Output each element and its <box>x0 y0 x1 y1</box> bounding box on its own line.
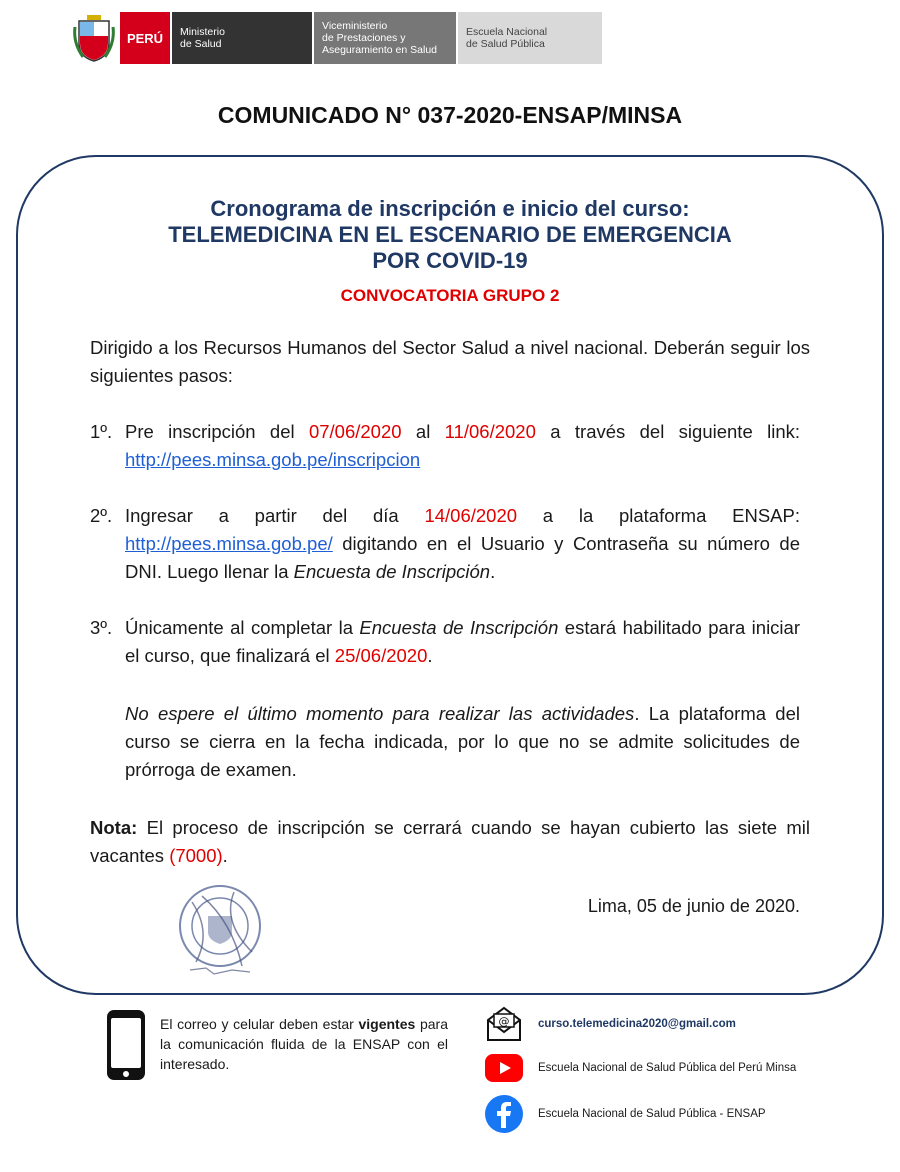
warning-italic: No espere el último momento para realizar las actividades <box>125 703 635 724</box>
step-3-text-c: . <box>427 645 433 666</box>
contact-facebook <box>484 1094 766 1134</box>
youtube-channel-name[interactable]: Escuela Nacional de Salud Pública del Perú Minsa <box>538 1062 797 1074</box>
email-icon <box>484 1004 524 1044</box>
ministerio-label <box>172 12 312 64</box>
facebook-page-name[interactable]: Escuela Nacional de Salud Pública - ENSAP <box>538 1108 766 1120</box>
page-title: COMUNICADO N° 037-2020-ENSAP/MINSA <box>217 102 683 128</box>
course-title <box>60 196 840 274</box>
official-seal <box>172 882 272 982</box>
course-title-line2: TELEMEDICINA EN EL ESCENARIO DE EMERGENCIA <box>168 222 732 247</box>
step-1-end-date: 11/06/2020 <box>444 421 536 442</box>
date-place: Lima, 05 de junio de 2020. <box>587 896 800 916</box>
step-2-number: 2º. <box>90 505 113 526</box>
course-title-line3: POR COVID-19 <box>372 248 528 273</box>
cell-text-a: El correo y celular deben estar <box>160 1016 359 1032</box>
step-3 <box>90 614 800 670</box>
step-1 <box>90 418 800 474</box>
step-1-number: 1º. <box>90 421 113 442</box>
step-2-date: 14/06/2020 <box>424 505 518 526</box>
course-title-line1: Cronograma de inscripción e inicio del curso: <box>210 196 690 221</box>
note-label: Nota: <box>90 817 138 838</box>
svg-text:@: @ <box>498 1015 510 1028</box>
step-2 <box>90 502 800 586</box>
peru-shield-icon <box>72 12 116 64</box>
warning-rest: . La plataforma del curso se cierra en la fecha indicada, por lo que no se admite solicitudes de prórroga de examen. <box>125 703 800 780</box>
cell-info-text <box>160 1014 448 1074</box>
step-2-text-d: . <box>490 561 496 582</box>
viceministerio-line3: Aseguramiento en Salud <box>322 44 437 56</box>
ministerio-line1: Ministerio <box>180 26 225 38</box>
step-2-text-a: Ingresar a partir del día <box>125 505 425 526</box>
step-2-survey-name: Encuesta de Inscripción <box>293 561 491 582</box>
step-2-text <box>125 502 800 586</box>
warning-block <box>90 700 800 784</box>
cell-text-b: para la comunicación fluida de la ENSAP con el interesado. <box>160 1016 448 1072</box>
facebook-icon[interactable] <box>484 1094 524 1134</box>
youtube-icon[interactable] <box>484 1048 524 1088</box>
step-3-text <box>125 614 800 670</box>
step-3-text-a: Únicamente al completar la <box>125 617 360 638</box>
email-link[interactable]: curso.telemedicina2020@gmail.com <box>538 1018 736 1030</box>
viceministerio-line2: de Prestaciones y <box>322 32 406 44</box>
viceministerio-line1: Viceministerio <box>322 20 388 32</box>
escuela-label <box>458 12 602 64</box>
step-2-text-b: a la plataforma ENSAP: <box>517 505 800 526</box>
contact-youtube <box>484 1048 796 1088</box>
step-3-survey-name: Encuesta de Inscripción <box>359 617 559 638</box>
cell-text-bold: vigentes <box>358 1016 416 1032</box>
vacancies-number: (7000) <box>169 845 223 866</box>
step-3-number: 3º. <box>90 617 113 638</box>
government-header <box>72 12 602 64</box>
note-end: . <box>222 845 228 866</box>
contact-email <box>484 1004 736 1044</box>
phone-icon <box>105 1008 147 1082</box>
note-text: El proceso de inscripción se cerrará cuando se hayan cubierto las siete mil vacantes <box>90 817 810 866</box>
convocatoria-label: CONVOCATORIA GRUPO 2 <box>340 286 560 305</box>
step-3-end-date: 25/06/2020 <box>334 645 428 666</box>
step-1-text <box>125 418 800 474</box>
step-3-text-b: estará habilitado para iniciar el curso, que finalizará el <box>125 617 800 666</box>
step-1-start-date: 07/06/2020 <box>308 421 402 442</box>
warning-text <box>125 700 800 784</box>
escuela-line2: de Salud Pública <box>466 38 545 50</box>
escuela-line1: Escuela Nacional <box>466 26 548 38</box>
ministerio-line2: de Salud <box>180 38 222 50</box>
platform-link[interactable]: http://pees.minsa.gob.pe/ <box>125 533 333 554</box>
step-1-text-a: Pre inscripción del <box>125 421 309 442</box>
inscription-link[interactable]: http://pees.minsa.gob.pe/inscripcion <box>125 449 421 470</box>
intro-paragraph: Dirigido a los Recursos Humanos del Sector Salud a nivel nacional. Deberán seguir los siguientes pasos: <box>90 337 810 386</box>
step-1-text-b: al <box>401 421 445 442</box>
note-paragraph <box>90 814 810 870</box>
peru-label: PERÚ <box>120 12 170 64</box>
warning-indent <box>90 700 125 784</box>
step-1-text-c: a través del siguiente link: <box>535 421 800 442</box>
step-2-text-c: digitando en el Usuario y Contraseña su número de DNI. Luego llenar la <box>125 533 800 582</box>
viceministerio-label <box>314 12 456 64</box>
